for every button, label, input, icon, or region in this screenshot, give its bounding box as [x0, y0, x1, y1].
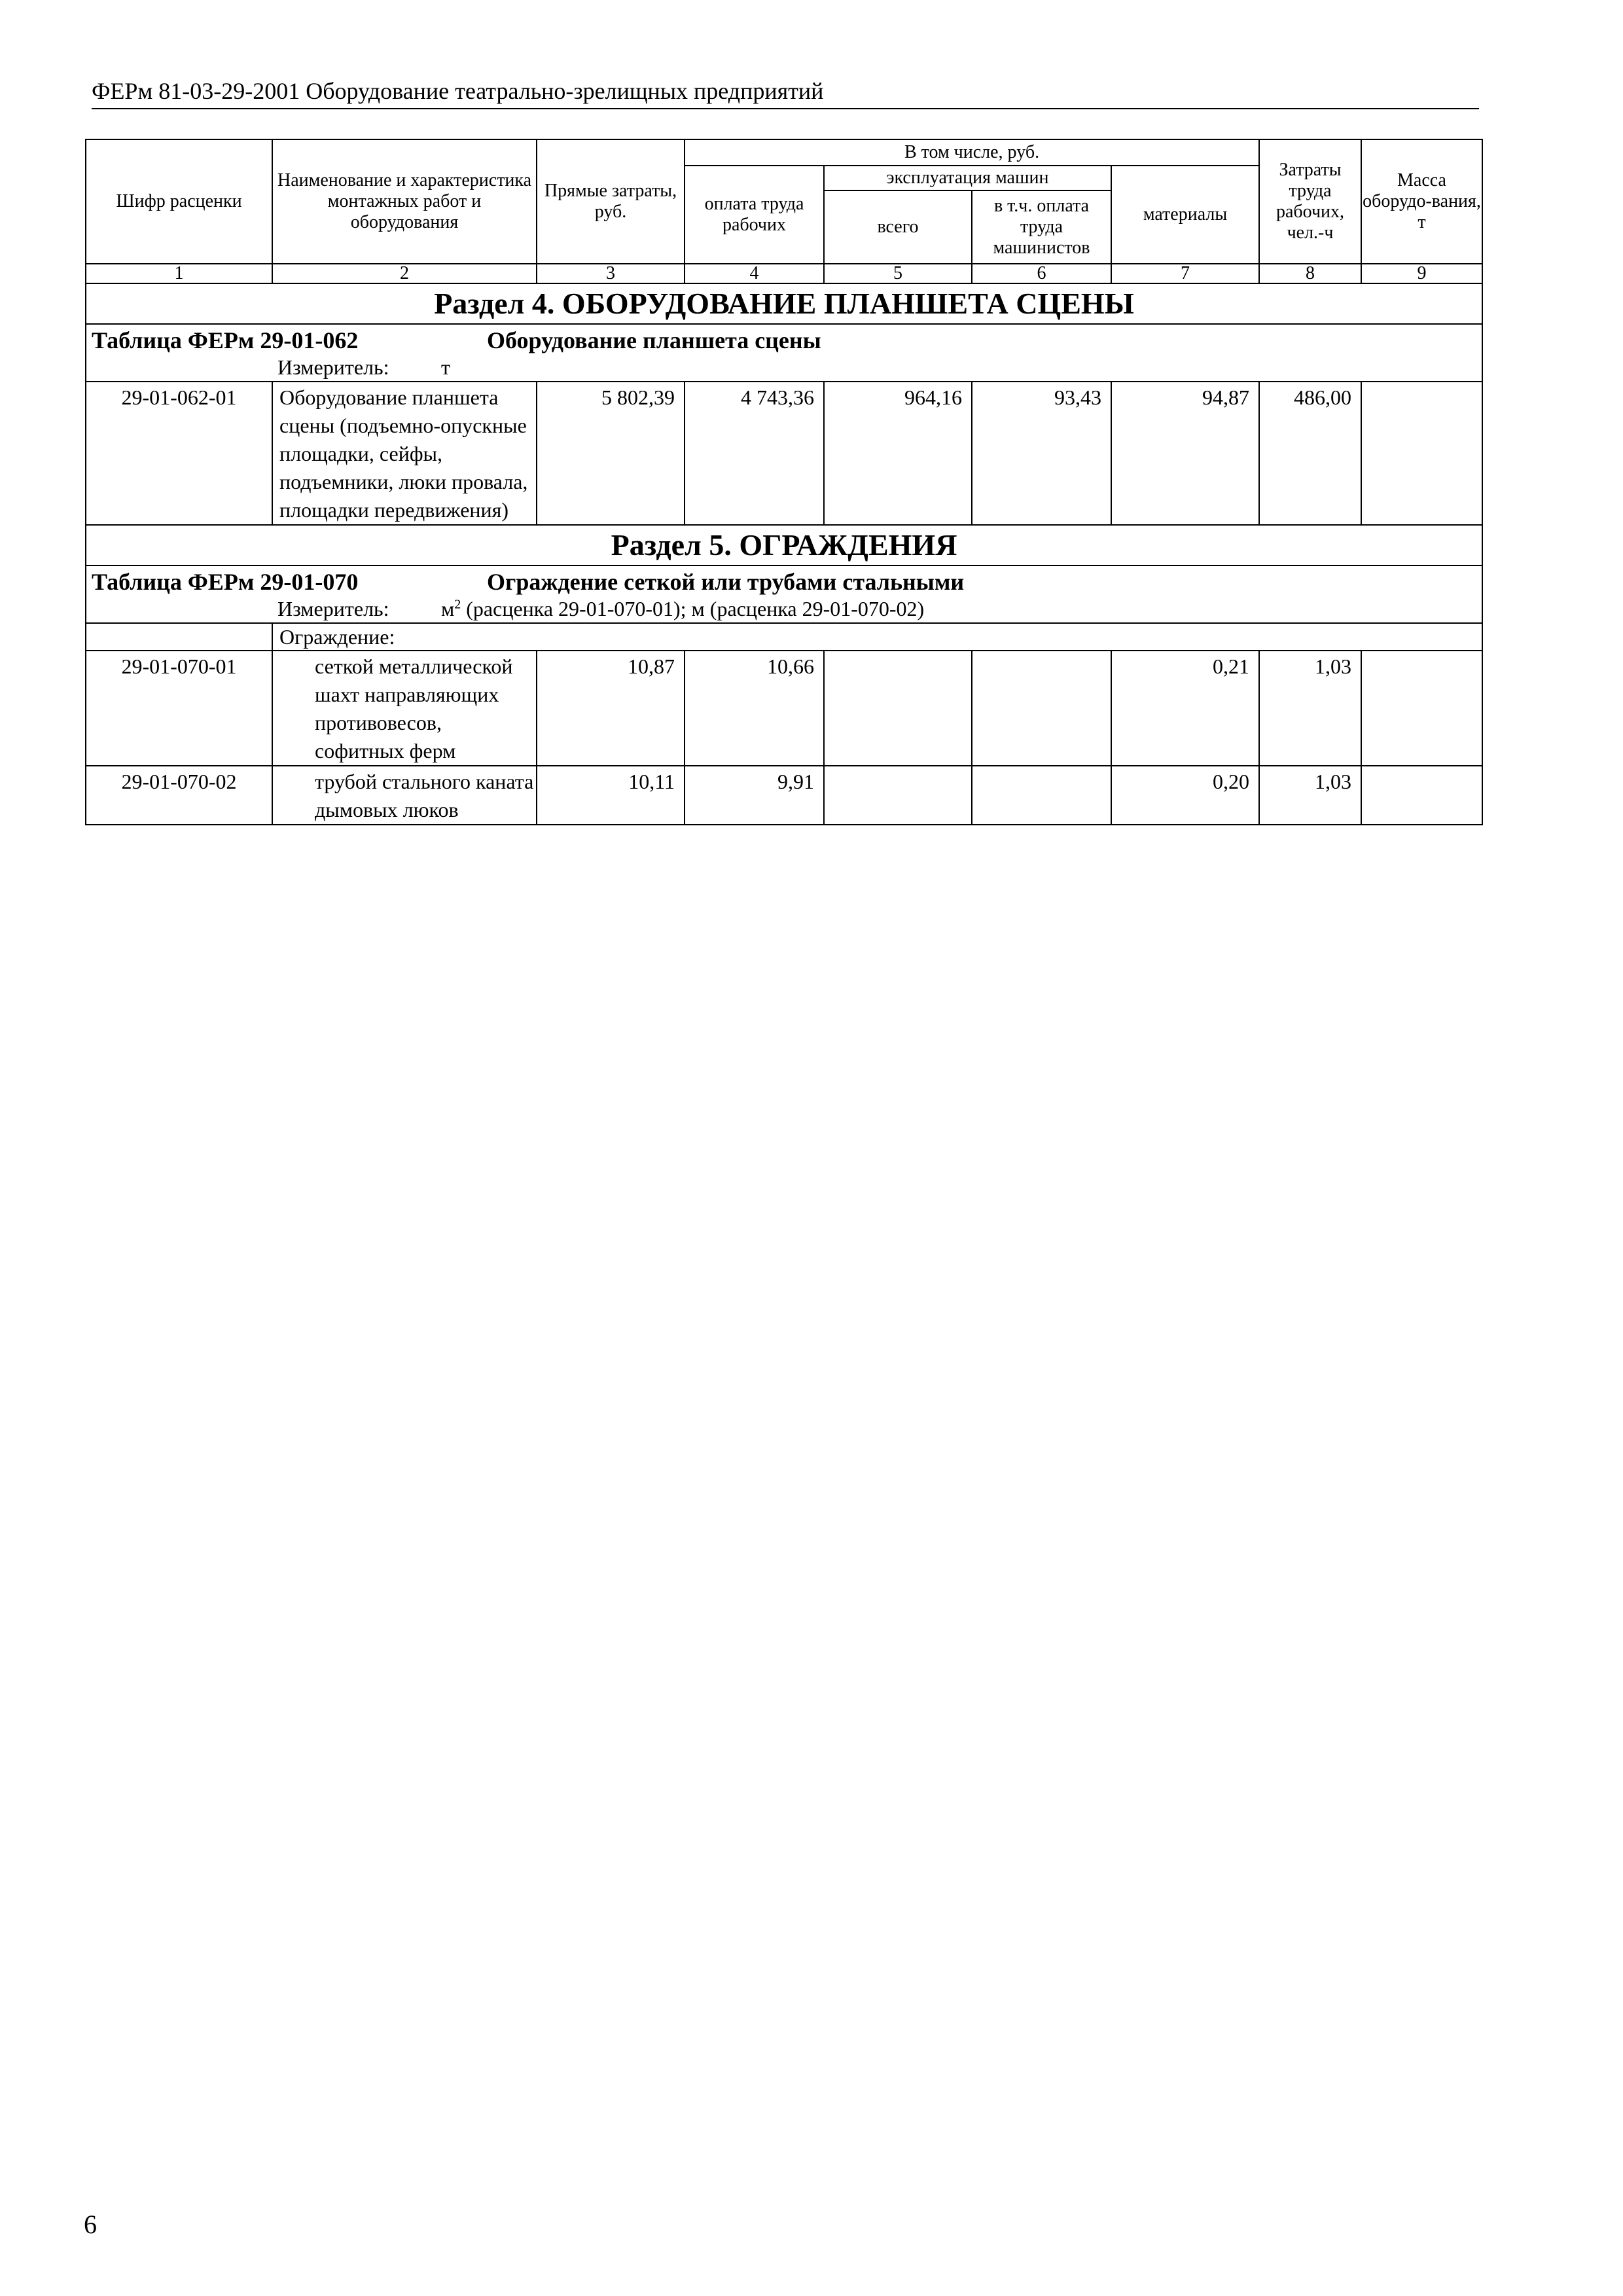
measure-note: (расценка 29-01-070-01); м (расценка 29-01-070-02) [461, 597, 925, 620]
page-number: 6 [84, 2210, 97, 2239]
materials-cost: 0,20 [1111, 766, 1259, 825]
direct-cost: 10,11 [537, 766, 685, 825]
table-name: Оборудование планшета сцены [487, 327, 821, 353]
machinists-cost [972, 651, 1111, 766]
measure-label: Измеритель: [277, 355, 389, 379]
wages-cost: 10,66 [685, 651, 824, 766]
col-number: 6 [972, 264, 1111, 283]
labor-cost: 486,00 [1259, 382, 1361, 525]
col-machinists-header: в т.ч. оплата труда машинистов [972, 190, 1111, 264]
table-row [86, 766, 1482, 825]
wages-cost: 9,91 [685, 766, 824, 825]
materials-cost: 94,87 [1111, 382, 1259, 525]
direct-cost: 5 802,39 [537, 382, 685, 525]
col-number: 4 [685, 264, 824, 283]
rate-name: сеткой металлической шахт направляющих противовесов, софитных ферм [272, 651, 537, 766]
running-header: ФЕРм 81-03-29-2001 Оборудование театрально-зрелищных предприятий [92, 78, 824, 104]
col-direct-header: Прямые затраты, руб. [537, 139, 685, 264]
rate-code: 29-01-070-02 [86, 766, 272, 825]
col-machines-total-header: всего [824, 190, 972, 264]
col-materials-header: материалы [1111, 166, 1259, 264]
table-heading [86, 324, 1482, 382]
col-number: 7 [1111, 264, 1259, 283]
col-number: 3 [537, 264, 685, 283]
machinists-cost: 93,43 [972, 382, 1111, 525]
labor-cost: 1,03 [1259, 766, 1361, 825]
table-heading [86, 565, 1482, 623]
section-title: Раздел 5. ОГРАЖДЕНИЯ [86, 525, 1482, 565]
table-row [86, 382, 1482, 525]
measure-value: т [441, 355, 450, 379]
col-number: 8 [1259, 264, 1361, 283]
col-number: 9 [1361, 264, 1482, 283]
col-machines-header: эксплуатация машин [824, 166, 1111, 190]
direct-cost: 10,87 [537, 651, 685, 766]
col-mass-header: Масса оборудо-вания, т [1361, 139, 1482, 264]
col-number: 1 [86, 264, 272, 283]
table-name: Ограждение сеткой или трубами стальными [487, 569, 965, 595]
col-number: 5 [824, 264, 972, 283]
materials-cost: 0,21 [1111, 651, 1259, 766]
machinists-cost [972, 766, 1111, 825]
col-name-header: Наименование и характеристика монтажных работ и оборудования [272, 139, 537, 264]
machines-cost [824, 766, 972, 825]
machines-cost [824, 651, 972, 766]
rates-table [85, 139, 1483, 825]
col-wages-header: оплата труда рабочих [685, 166, 824, 264]
rate-code: 29-01-070-01 [86, 651, 272, 766]
equipment-mass [1361, 766, 1482, 825]
col-labor-header: Затраты труда рабочих, чел.-ч [1259, 139, 1361, 264]
group-label: Ограждение: [272, 623, 1482, 651]
labor-cost: 1,03 [1259, 651, 1361, 766]
header-rule [92, 108, 1479, 109]
rate-code: 29-01-062-01 [86, 382, 272, 525]
col-including-header: В том числе, руб. [685, 139, 1259, 166]
table-code: Таблица ФЕРм 29-01-062 [92, 327, 359, 353]
measure-superscript: 2 [454, 597, 461, 612]
table-code: Таблица ФЕРм 29-01-070 [92, 569, 359, 595]
table-row [86, 651, 1482, 766]
measure-unit: м [441, 597, 455, 620]
rate-name: Оборудование планшета сцены (подъемно-опускные площадки, сейфы, подъемники, люки провала, площадки передвижения) [272, 382, 537, 525]
measure-label: Измеритель: [277, 597, 389, 620]
col-code-header: Шифр расценки [86, 139, 272, 264]
wages-cost: 4 743,36 [685, 382, 824, 525]
rate-name: трубой стального каната дымовых люков [272, 766, 537, 825]
section-title: Раздел 4. ОБОРУДОВАНИЕ ПЛАНШЕТА СЦЕНЫ [86, 283, 1482, 324]
equipment-mass [1361, 382, 1482, 525]
group-spacer [86, 623, 272, 651]
equipment-mass [1361, 651, 1482, 766]
machines-cost: 964,16 [824, 382, 972, 525]
col-number: 2 [272, 264, 537, 283]
